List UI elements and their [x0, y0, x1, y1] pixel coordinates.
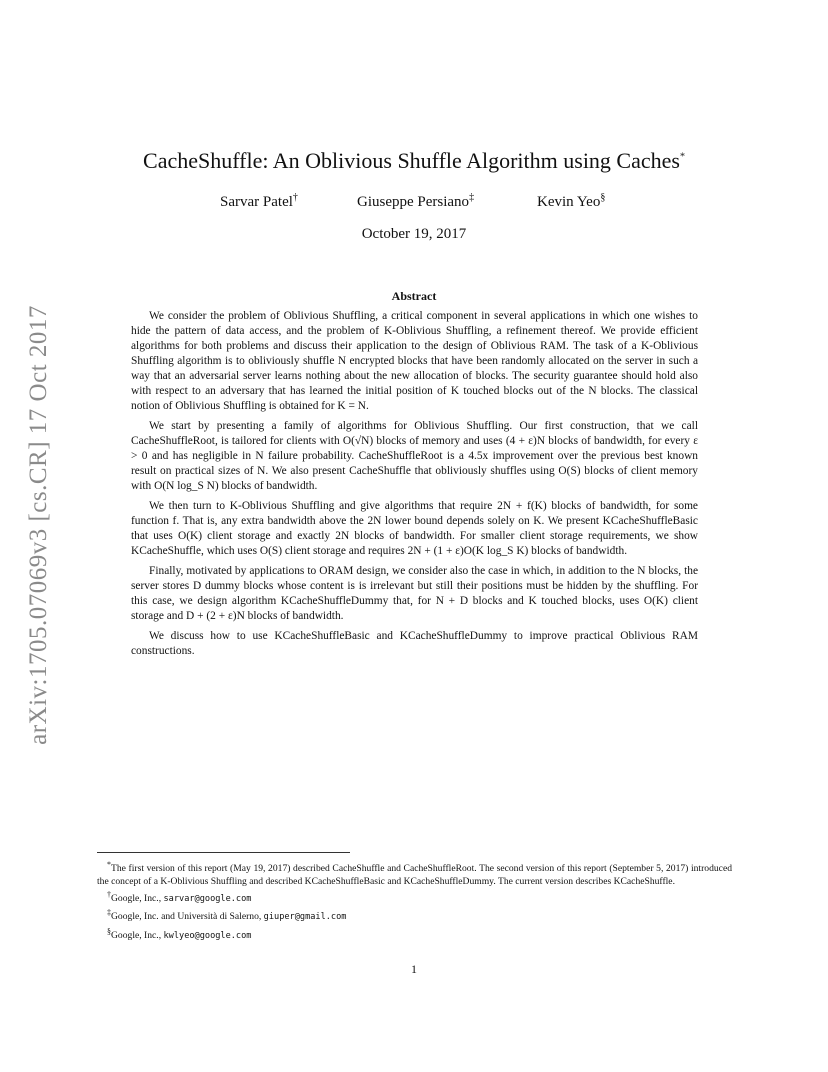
- publication-date: October 19, 2017: [361, 226, 467, 242]
- footnote-text: Google, Inc. and Università di Salerno,: [111, 911, 264, 923]
- footnote-mark: ‡: [107, 908, 111, 918]
- page-number: 1: [411, 962, 417, 976]
- footnote-item: [97, 925, 732, 943]
- author-footnote-mark: §: [600, 192, 606, 203]
- abstract-heading: Abstract: [391, 289, 437, 303]
- email-link[interactable]: sarvar@google.com: [163, 894, 252, 905]
- email-link[interactable]: kwlyeo@google.com: [163, 930, 252, 941]
- title-text: CacheShuffle: An Oblivious Shuffle Algorithm using Caches: [143, 148, 680, 173]
- arxiv-identifier: arXiv:1705.07069v3 [cs.CR] 17 Oct 2017: [25, 305, 52, 745]
- abstract-paragraph: We consider the problem of Oblivious Shuffling, a critical component in several applications in which one wishes to hide the pattern of data access, and the problem of K-Oblivious Shuffling, a refinement thereof. We provide efficient algorithms for both problems and discuss their application to the design of Oblivious RAM. The task of a K-Oblivious Shuffling algorithm is to obliviously shuffle N encrypted blocks that have been randomly allocated on the server in such a way that an adversarial server learns nothing about the new allocation of blocks. The security guarantee should hold also with respect to an adversary that has learned the initial position of K touched blocks out of the N blocks. The classical notion of Oblivious Shuffling is obtained for K = N.: [131, 310, 698, 412]
- author-footnote-mark: ‡: [469, 192, 475, 203]
- author-name: Sarvar Patel: [220, 194, 293, 210]
- email-link[interactable]: giuper@gmail.com: [263, 912, 347, 923]
- footnote-text: The first version of this report (May 19, 2017) described CacheShuffle and CacheShuffleRoot. The second version of this report (September 5, 2017) introduced the concept of a K-Oblivious Shuffling and described KCacheShuffleBasic and KCacheShuffleDummy. The current version describes KCacheShuffle.: [97, 863, 732, 888]
- abstract-paragraph: We then turn to K-Oblivious Shuffling and give algorithms that require 2N + f(K) blocks of bandwidth, for some function f. That is, any extra bandwidth above the 2N lower bound depends solely on K. We present KCacheShuffleBasic that uses O(K) client storage and exactly 2N blocks of bandwidth. For smaller client storage requirements, we show KCacheShuffle, which uses O(S) client storage and requires 2N + (1 + ε)O(K log_S K) blocks of bandwidth.: [131, 500, 698, 557]
- author-3: [537, 192, 605, 211]
- abstract-body: [131, 309, 698, 664]
- author-1: [220, 192, 298, 211]
- author-2: [357, 192, 474, 211]
- abstract-paragraph: We discuss how to use KCacheShuffleBasic and KCacheShuffleDummy to improve practical Oblivious RAM constructions.: [131, 630, 698, 657]
- title-footnote-mark: *: [679, 151, 685, 163]
- author-footnote-mark: †: [292, 192, 298, 203]
- abstract-paragraph: We start by presenting a family of algorithms for Oblivious Shuffling. Our first construction, that we call CacheShuffleRoot, is tailored for clients with O(√N) blocks of memory and uses (4 + ε)N blocks of bandwidth, for every ε > 0 and has negligible in N failure probability. CacheShuffleRoot is a 4.5x improvement over the previous best known result on practical sizes of N. We also present CacheShuffle that obliviously shuffles using O(S) blocks of client memory with O(N log_S N) blocks of bandwidth.: [131, 420, 698, 492]
- footnote-text: Google, Inc.,: [111, 929, 164, 941]
- footnote-mark: §: [107, 926, 111, 936]
- footnote-item: [97, 858, 732, 888]
- arxiv-sidebar-stamp: [24, 290, 54, 760]
- author-name: Kevin Yeo: [537, 194, 601, 210]
- author-name: Giuseppe Persiano: [357, 194, 470, 210]
- paper-title: [0, 148, 828, 174]
- footnote-text: Google, Inc.,: [111, 893, 164, 905]
- footnotes: [97, 858, 732, 943]
- footnote-mark: †: [107, 890, 111, 900]
- footnote-mark: *: [107, 860, 111, 869]
- abstract-paragraph: Finally, motivated by applications to ORAM design, we consider also the case in which, in addition to the N blocks, the server stores D dummy blocks whose content is is irrelevant but still their positions must be hidden by the shuffling. For this case, we design algorithm KCacheShuffleDummy that, for N + D blocks and K touched blocks, uses O(K) client storage and D + (2 + ε)N blocks of bandwidth.: [131, 565, 698, 622]
- footnote-item: [97, 906, 732, 924]
- footnote-divider: [97, 852, 350, 853]
- footnote-item: [97, 888, 732, 906]
